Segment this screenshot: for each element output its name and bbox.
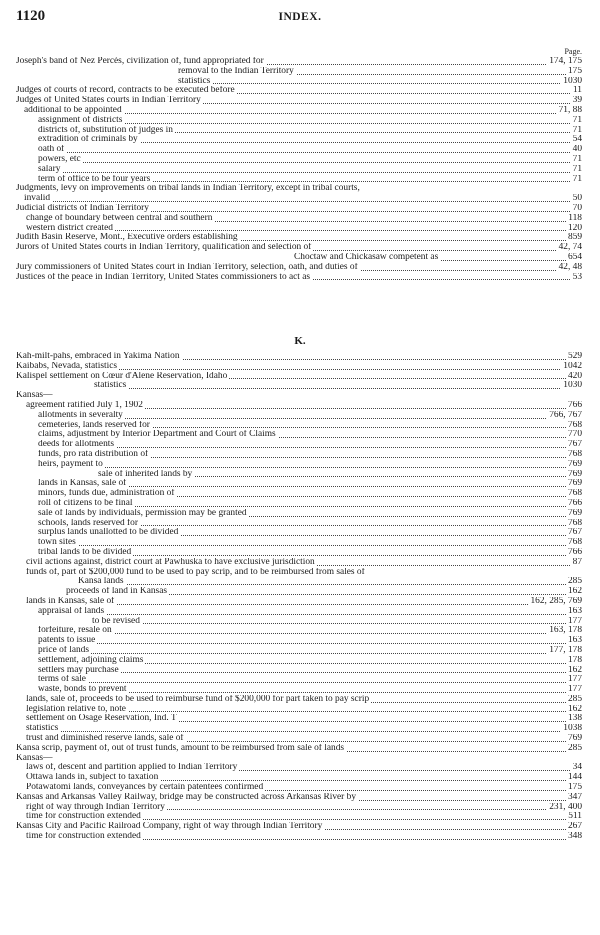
entry-text: Potawatomi lands, conveyances by certain patentees confirmed [26,783,264,793]
entry-page-ref: 347 [567,792,582,802]
index-entry [16,538,582,548]
page-header [16,8,584,26]
entry-page-ref: 40 [572,145,582,155]
entry-text: time for construction extended [26,832,141,842]
entry-text: statistics [178,76,211,86]
entry-text: to be revised [92,616,140,626]
index-entry [16,155,582,165]
entry-text: funds of, part of $200,000 fund to be used to pay scrip, and to be reimbursed from sales of [26,567,365,577]
entry-text: allotments in severalty [38,410,123,420]
index-entry [16,626,582,636]
index-entry [16,528,582,538]
page-title: INDEX. [278,11,322,23]
entry-page-ref: 769 [567,734,582,744]
index-entry [16,243,582,253]
entry-page-ref: 71 [572,115,582,125]
entry-page-ref: 120 [567,223,582,233]
index-entry [16,656,582,666]
entry-page-ref: 1030 [563,381,582,391]
index-entry [16,489,582,499]
index-entry [16,597,582,607]
entry-text: districts of, substitution of judges in [38,125,173,135]
entry-text: right of way through Indian Territory [26,802,165,812]
entry-page-ref: 1030 [563,76,582,86]
entry-text: Judgments, levy on improvements on tribal lands in Indian Territory, except in tribal courts, [16,184,360,194]
index-entry [16,763,582,773]
entry-page-ref: 769 [567,479,582,489]
index-entry [16,558,582,568]
entry-page-ref: 768 [567,489,582,499]
entry-page-ref: 770 [567,430,582,440]
index-entry [16,224,582,234]
entry-text: sale of inherited lands by [98,469,193,479]
index-entry [16,362,582,372]
entry-page-ref: 144 [567,773,582,783]
entry-page-ref: 654 [567,252,582,262]
entry-page-ref: 420 [567,371,582,381]
entry-text: laws of, descent and partition applied to Indian Territory [26,763,238,773]
entry-page-ref: 285 [567,577,582,587]
index-entry [16,568,582,578]
entry-text: term of office to be four years [38,174,151,184]
index-entry [16,587,582,597]
entry-page-ref: 177 [567,616,582,626]
entry-text: surplus lands unallotted to be divided [38,528,179,538]
leader-dots [182,83,582,84]
entry-text: settlement on Osage Reservation, Ind. T [26,714,177,724]
index-entry [16,391,582,401]
entry-text: town sites [38,538,76,548]
entry-page-ref: 768 [567,518,582,528]
entry-text: salary [38,164,61,174]
entry-text: proceeds of land in Kansas [66,587,168,597]
entry-text: powers, etc [38,154,81,164]
index-entry [16,135,582,145]
entry-page-ref: 767 [567,528,582,538]
entry-page-ref: 163, 178 [549,626,582,636]
entry-page-ref: 766 [567,547,582,557]
entry-page-ref: 1042 [563,361,582,371]
entry-text: Joseph's band of Nez Percés, civilization of, fund appropriated for [16,57,264,66]
index-entry [16,96,582,106]
entry-text: lands in Kansas, sale of [38,479,127,489]
index-entry [16,705,582,715]
index-entry [16,273,582,283]
index-entry [16,194,582,204]
entry-page-ref: 175 [567,66,582,76]
index-entry [16,783,582,793]
entry-page-ref: 175 [567,783,582,793]
index-entry [16,381,582,391]
entry-page-ref: 42, 48 [558,262,582,272]
index-entry [16,372,582,382]
entry-text: forfeiture, resale on [38,626,112,636]
index-entry [16,263,582,273]
index-entry [16,812,582,822]
entry-text: price of lands [38,645,90,655]
index-entry [16,253,582,263]
entry-text: additional to be appointed [24,105,122,115]
index-section-k [16,352,582,842]
entry-page-ref: 54 [572,135,582,145]
index-entry [16,57,582,67]
index-entry [16,106,582,116]
entry-page-ref: 71 [572,154,582,164]
index-entry [16,773,582,783]
entry-page-ref: 766, 767 [549,410,582,420]
index-entry [16,499,582,509]
index-entry [16,440,582,450]
entry-page-ref: 859 [567,233,582,243]
index-entry [16,401,582,411]
leader-dots [30,731,582,732]
entry-text: schools, lands reserved for [38,518,138,528]
index-entry [16,67,582,77]
entry-page-ref: 1038 [563,724,582,734]
leader-dots [42,545,582,546]
entry-text: legislation relative to, note [26,704,126,714]
entry-text: deeds for allotments [38,440,115,450]
entry-page-ref: 71 [572,125,582,135]
entry-text: settlers may purchase [38,665,119,675]
index-entry [16,754,582,764]
leader-dots [42,633,582,634]
entry-text: oath of [38,145,65,155]
index-entry [16,233,582,243]
entry-page-ref: 39 [572,96,582,106]
leader-dots [42,162,582,163]
entry-text: heirs, payment to [38,459,103,469]
entry-text: Kansas— [16,391,53,401]
index-entry [16,116,582,126]
entry-text: lands in Kansas, sale of [26,596,115,606]
index-entry [16,86,582,96]
entry-text: civil actions against, district court at Pawhuska to have exclusive jurisdiction [26,557,315,567]
entry-text: Kansa scrip, payment of, out of trust funds, amount to be reimbursed from sale of lands [16,743,345,753]
entry-page-ref: 177 [567,675,582,685]
entry-page-ref: 162, 285, 769 [530,596,582,606]
entry-text: Judges of United States courts in Indian Territory [16,96,201,106]
entry-text: agreement ratified July 1, 1902 [26,400,143,410]
index-entry [16,734,582,744]
index-entry [16,450,582,460]
entry-text: western district created [26,223,113,233]
entry-text: Kah-milt-pahs, embraced in Yakima Nation [16,352,180,361]
leader-dots [42,447,582,448]
entry-page-ref: 769 [567,508,582,518]
entry-text: lands, sale of, proceeds to be used to reimburse fund of $200,000 for part taken to pay scrip [26,694,370,704]
leader-dots [42,672,582,673]
index-entry [16,695,582,705]
entry-page-ref: 118 [568,213,582,223]
index-entry [16,607,582,617]
index-entry [16,460,582,470]
entry-text: claims, adjustment by Interior Department and Court of Claims [38,430,276,440]
entry-page-ref: 174, 175 [549,57,582,66]
index-entry [16,470,582,480]
entry-page-ref: 766 [567,400,582,410]
entry-text: Kansas— [16,753,53,763]
entry-page-ref: 162 [567,704,582,714]
index-entry [16,175,582,185]
page-number: 1120 [16,8,46,24]
leader-dots [28,201,582,202]
entry-text: patents to issue [38,636,96,646]
entry-page-ref: 70 [572,203,582,213]
leader-dots [42,653,582,654]
entry-text: settlement, adjoining claims [38,655,144,665]
index-entry [16,646,582,656]
entry-text: statistics [26,724,59,734]
index-section-j [16,57,582,282]
entry-page-ref: 178 [567,655,582,665]
index-entry [16,577,582,587]
entry-page-ref: 163 [567,606,582,616]
index-entry [16,666,582,676]
leader-dots [42,682,582,683]
index-entry [16,685,582,695]
entry-page-ref: 177, 178 [549,645,582,655]
index-entry [16,636,582,646]
entry-text: Kalispel settlement on Cœur d'Alene Reservation, Idaho [16,371,228,381]
leader-dots [42,152,582,153]
entry-page-ref: 87 [572,557,582,567]
index-entry [16,675,582,685]
entry-text: cemeteries, lands reserved for [38,420,150,430]
leader-dots [42,467,582,468]
entry-page-ref: 769 [567,459,582,469]
index-entry [16,617,582,627]
leader-dots [82,584,582,585]
entry-text: Judges of courts of record, contracts to be executed before [16,86,235,96]
entry-page-ref: 768 [567,538,582,548]
index-entry [16,832,582,842]
index-entry [16,184,582,194]
entry-text: waste, bonds to prevent [38,685,127,695]
entry-page-ref: 348 [567,832,582,842]
index-entry [16,411,582,421]
entry-page-ref: 50 [572,194,582,204]
entry-page-ref: 267 [567,822,582,832]
entry-text: Ottawa lands in, subject to taxation [26,773,159,783]
section-letter-k: K. [294,335,306,347]
entry-page-ref: 529 [567,352,582,361]
index-entry [16,430,582,440]
entry-text: change of boundary between central and southern [26,213,213,223]
entry-page-ref: 162 [567,665,582,675]
entry-page-ref: 71 [572,174,582,184]
entry-text: Jury commissioners of United States court in Indian Territory, selection, oath, and duties of [16,262,358,272]
entry-text: assignment of districts [38,115,123,125]
entry-page-ref: 71, 88 [558,105,582,115]
entry-page-ref: 768 [567,449,582,459]
entry-text: removal to the Indian Territory [178,66,294,76]
entry-text: Judith Basin Reserve, Mont., Executive orders establishing [16,233,238,243]
entry-page-ref: 231, 400 [549,802,582,812]
entry-text: Choctaw and Chickasaw competent as [294,252,439,262]
index-entry [16,126,582,136]
index-entry [16,509,582,519]
leader-dots [96,623,582,624]
index-entry [16,214,582,224]
entry-text: minors, funds due, administration of [38,489,175,499]
entry-page-ref: 163 [567,636,582,646]
entry-text: trust and diminished reserve lands, sale of [26,734,184,744]
index-entry [16,77,582,87]
index-entry [16,803,582,813]
entry-text: Kaibabs, Nevada, statistics [16,361,118,371]
entry-page-ref: 53 [572,272,582,282]
entry-page-ref: 769 [567,469,582,479]
entry-page-ref: 285 [567,694,582,704]
index-entry [16,548,582,558]
entry-text: invalid [24,194,51,204]
index-entry [16,793,582,803]
index-entry [16,724,582,734]
index-entry [16,421,582,431]
entry-text: Justices of the peace in Indian Territory, United States commissioners to act as [16,272,311,282]
leader-dots [42,643,582,644]
leader-dots [98,388,582,389]
entry-page-ref: 34 [572,763,582,773]
index-entry [16,744,582,754]
entry-text: Kansas and Arkansas Valley Railway, bridge may be constructed across Arkansas River by [16,792,357,802]
entry-page-ref: 138 [567,714,582,724]
index-entry [16,519,582,529]
entry-page-ref: 767 [567,440,582,450]
index-entry [16,145,582,155]
entry-page-ref: 11 [572,86,582,96]
index-entry [16,822,582,832]
entry-text: roll of citizens to be final [38,498,133,508]
entry-text: tribal lands to be divided [38,547,132,557]
entry-text: Jurors of United States courts in Indian Territory, qualification and selection of [16,243,312,253]
index-entry [16,479,582,489]
entry-text: extradition of criminals by [38,135,138,145]
entry-page-ref: 177 [567,685,582,695]
entry-text: funds, pro rata distribution of [38,449,149,459]
page-column-label: Page. [564,47,582,56]
entry-page-ref: 285 [567,743,582,753]
entry-page-ref: 71 [572,164,582,174]
entry-page-ref: 162 [567,587,582,597]
entry-text: terms of sale [38,675,86,685]
index-entry [16,352,582,362]
entry-page-ref: 766 [567,498,582,508]
entry-text: statistics [94,381,127,391]
entry-text: sale of lands by individuals, permission may be granted [38,508,247,518]
index-entry [16,204,582,214]
entry-page-ref: 42, 74 [558,243,582,253]
entry-page-ref: 768 [567,420,582,430]
entry-page-ref: 511 [568,812,582,822]
entry-text: Kansas City and Pacific Railroad Company, right of way through Indian Territory [16,822,323,832]
index-entry [16,714,582,724]
index-entry [16,165,582,175]
entry-text: time for construction extended [26,812,141,822]
leader-dots [42,172,582,173]
entry-text: appraisal of lands [38,606,105,616]
entry-text: Kansa lands [78,577,124,587]
leader-dots [42,614,582,615]
entry-text: Judicial districts of Indian Territory [16,203,149,213]
